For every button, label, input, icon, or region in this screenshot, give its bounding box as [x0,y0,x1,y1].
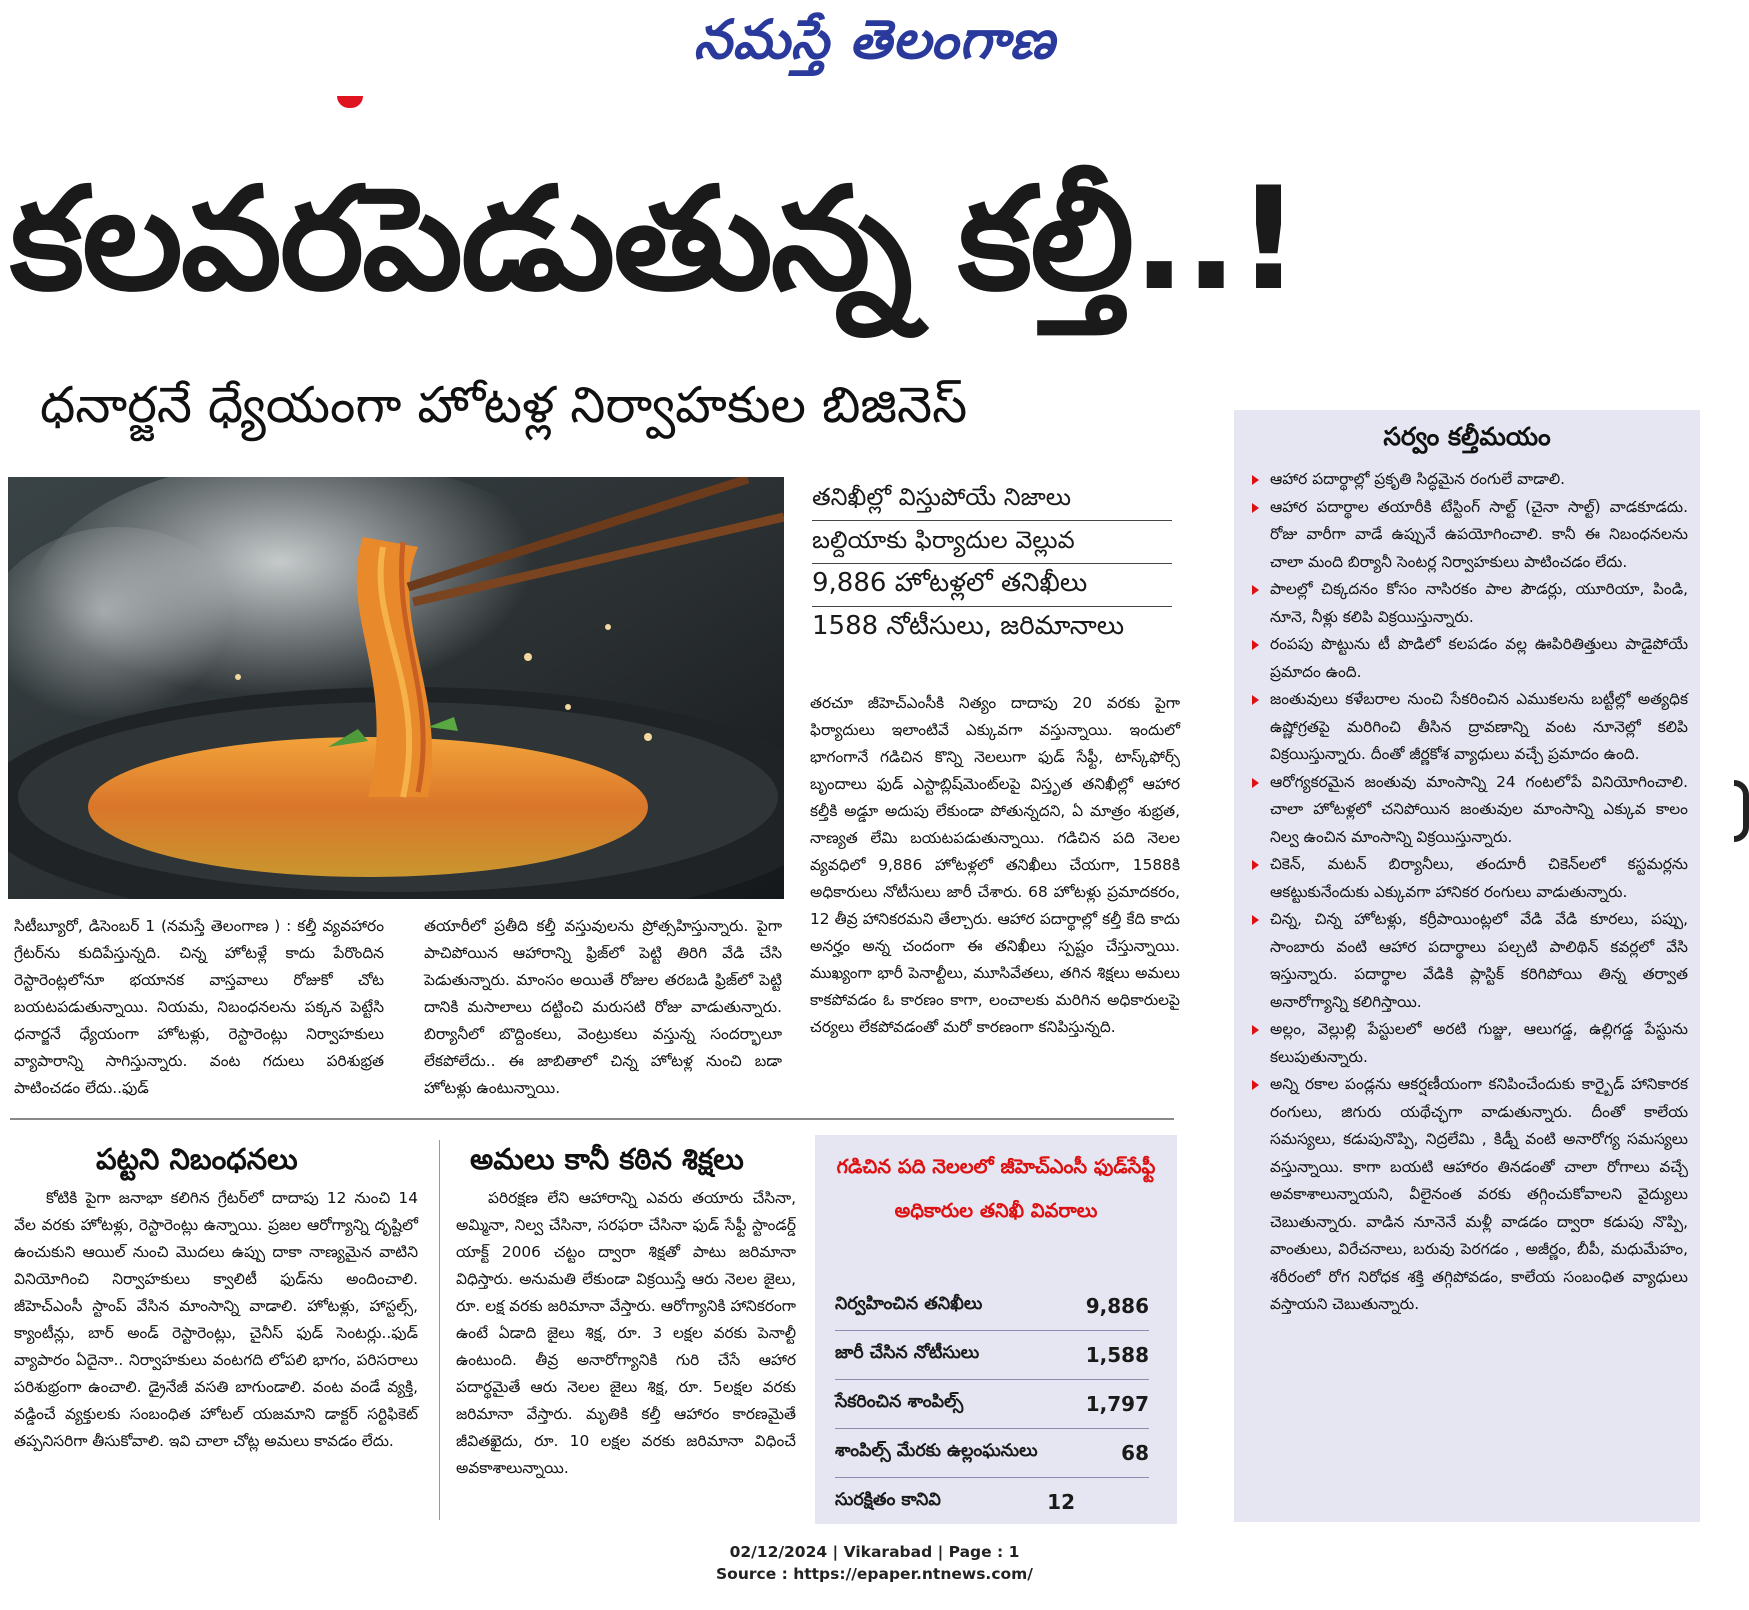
footer-date-edition: 02/12/2024 | Vikarabad | Page : 1 [729,1543,1020,1561]
article-column-1: సిటీబ్యూరో, డిసెంబర్ 1 (నమస్తే తెలంగాణ ) : కల్తీ వ్యవహారం గ్రేటర్‌ను కుదిపేస్తున్నది. చిన్న హోటళ్లే కాదు పేరొందిన రెస్టారెంట్లలోనూ భయానక వాస్తవాలు రోజుకో చోట బయటపడుతున్నాయి. నియమ, నిబంధనలను పక్కన పెట్టేసి ధనార్జనే ధ్యేయంగా హోటళ్లు, రెస్టారెంట్లు నిర్వాహకులు వ్యాపారాన్ని సాగిస్తున్నారు. వంట గదులు పరిశుభ్రత పాటించడం లేదు..ఫుడ్ [14,917,384,1097]
bullet-icon [1252,503,1259,513]
section2-heading: అమలు కానీ కఠిన శిక్షలు [470,1142,744,1176]
bullet-icon [1252,695,1259,705]
section1-text: కోటికి పైగా జనాభా కలిగిన గ్రేటర్‌లో దాదాపు 12 నుంచి 14 వేల వరకు హోటళ్లు, రెస్టారెంట్లు ఉన్నాయి. ప్రజల ఆరోగ్యాన్ని దృష్టిలో ఉంచుకుని ఆయిల్ నుంచి మొదలు ఉప్పు దాకా నాణ్యమైన వాటిని వినియోగించి నిర్వాహకులు క్వాలిటీ ఫుడ్‌ను అందించాలి. జీహెచ్‌ఎంసీ స్టాంప్ వేసిన మాంసాన్ని వాడాలి. హోటళ్లు, హాస్టల్స్, క్యాంటీన్లు, బార్ అండ్ రెస్టారెంట్లు, చైనీస్ ఫుడ్ సెంటర్లు..ఫుడ్ వ్యాపారం ఏదైనా.. నిర్వాహకులు వంటగది లోపలి భాగం, పరిసరాలు పరిశుభ్రంగా ఉంచాలి. డ్రైనేజీ వసతి బాగుండాలి. వంట వండే వ్యక్తి, వడ్డించే వ్యక్తులకు సంబంధిత హోటల్ యజమాని డాక్టర్ సర్టిఫికెట్ తప్పనిసరిగా తీసుకోవాలి. ఇవి చాలా చోట్ల అమలు కావడం లేదు. [14,1189,418,1450]
sidebar-item-text: అన్ని రకాల పండ్లను ఆకర్షణీయంగా కనిపించేందుకు కార్బైడ్ హానికారక రంగులు, జిగురు యథేచ్ఛగా వాడుతున్నారు. దీంతో కాలేయ సమస్యలు, కడుపునొప్పి, నిద్రలేమి , కిడ్నీ వంటి అనారోగ్య సమస్యలు వస్తున్నాయి. కాగా బయటి ఆహారం తినడంతో చాలా రోగాలు వచ్చే అవకాశాలున్నాయని, వీలైనంత వరకు తగ్గించుకోవాలని వైద్యులు చెబుతున్నారు. వాడిన నూనెనే మళ్లీ వాడడం ద్వారా కడుపు నొప్పి, వాంతులు, విరేచనాలు, బరువు పెరగడం , అజీర్ణం, బీపీ, మధుమేహం, శరీరంలో రోగ నిరోధక శక్తి తగ్గిపోవడం, కాలేయ సంబంధిత వ్యాధులు వస్తాయని చెబుతున్నారు. [1270,1075,1688,1313]
stats-value: 9,886 [1085,1294,1149,1318]
stats-table [835,1282,1149,1526]
highlight-item: తనిఖీల్లో విస్తుపోయే నిజాలు [812,478,1172,521]
stats-label: సేకరించిన శాంపిల్స్ [835,1392,964,1412]
highlight-item: 1588 నోటీసులు, జరిమానాలు [812,611,1125,641]
page-edge-mark [1734,780,1749,842]
noodles-wok-photo [8,477,784,899]
stats-value: 1,797 [1085,1392,1149,1416]
stats-title: గడిచిన పది నెలలలో జీహెచ్‌ఎంసీ ఫుడ్‌సేఫ్టీ అధికారుల తనిఖీ వివరాలు [836,1155,1156,1222]
sidebar-item-text: ఆహార పదార్థాల తయారీకి టేస్టింగ్ సాల్ట్ (చైనా సాల్ట్) వాడకూడదు. రోజు వారీగా వాడే ఉప్పునే ఉపయోగించాలి. కానీ ఈ నిబంధనలను చాలా మంది బిర్యానీ సెంటర్ల నిర్వాహకులు పాటించడం లేదు. [1270,497,1688,571]
sidebar-item [1248,631,1688,686]
sidebar-item-text: చిన్న, చిన్న హోటళ్లు, కర్రీపాయింట్లలో వేడి వేడి కూరలు, పప్పు, సాంబారు వంటి ఆహార పదార్థాలు పల్చటి పాలిథిన్ కవర్లలో వేసి ఇస్తున్నారు. పదార్థాల వేడికి ప్లాస్టిక్ కరిగిపోయి తిన్న తర్వాత అనారోగ్యాన్ని కలిగిస్తాయి. [1270,910,1688,1011]
sidebar-item-text: అల్లం, వెల్లుల్లి పేస్టులలో అరటి గుజ్జు, ఆలుగడ్డ, ఉల్లిగడ్డ పేస్టును కలుపుతున్నారు. [1270,1020,1688,1066]
section2-text: పరిరక్షణ లేని ఆహారాన్ని ఎవరు తయారు చేసినా, అమ్మినా, నిల్వ చేసినా, సరఫరా చేసినా ఫుడ్ సేఫ్టీ స్టాండర్డ్ యాక్ట్ 2006 చట్టం ద్వారా శిక్షతో పాటు జరిమానా విధిస్తారు. అనుమతి లేకుండా విక్రయిస్తే ఆరు నెలల జైలు, రూ. లక్ష వరకు జరిమానా వేస్తారు. ఆరోగ్యానికి హానికరంగా ఉంటే ఏడాది జైలు శిక్ష, రూ. 3 లక్షల వరకు పెనాల్టీ ఉంటుంది. తీవ్ర అనారోగ్యానికి గురి చేసే ఆహార పదార్థమైతే ఆరు నెలల జైలు శిక్ష, రూ. 5లక్షల వరకు జరిమానా వేస్తారు. మృతికి కల్తీ ఆహారం కారణమైతే జీవితఖైదు, రూ. 10 లక్షల వరకు జరిమానా విధించే అవకాశాలున్నాయి. [456,1189,796,1477]
sidebar-item-text: ఆరోగ్యకరమైన జంతువు మాంసాన్ని 24 గంటలోపే వినియోగించాలి. చాలా హోటళ్లలో చనిపోయిన జంతువుల మాంసాన్ని ఎక్కువ కాలం నిల్వ ఉంచిన మాంసాన్ని విక్రయిస్తున్నారు. [1270,772,1688,846]
stats-value: 68 [1121,1441,1149,1465]
highlights-list [812,478,1172,649]
sidebar-item [1248,769,1688,852]
footer-source-link[interactable]: Source : https://epaper.ntnews.com/ [716,1565,1033,1583]
sidebar-list [1248,466,1688,1319]
bullet-icon [1252,475,1259,485]
bullet-icon [1252,778,1259,788]
bullet-icon [1252,915,1259,925]
sidebar-item [1248,1071,1688,1319]
section1-heading: పట్టని నిబంధనలు [96,1142,298,1176]
article-column-3: తరచూ జీహెచ్‌ఎంసీకి నిత్యం దాదాపు 20 వరకు పైగా ఫిర్యాదులు ఇలాంటివే ఎక్కువగా వస్తున్నాయి. ఇందులో భాగంగానే గడిచిన కొన్ని నెలలుగా ఫుడ్ సేఫ్టీ, టాస్క్‌ఫోర్స్ బృందాలు ఫుడ్ ఎస్టాబ్లిష్‌మెంట్‌లపై విస్తృత తనిఖీల్లో ఆహార కల్తీకి అడ్డూ అదుపు లేకుండా పోతున్నదని, ఏ మాత్రం శుభ్రత, నాణ్యత లేమి బయటపడుతున్నాయి. గడిచిన పది నెలల వ్యవధిలో 9,886 హోటళ్లలో తనిఖీలు చేయగా, 1588కి అధికారులు నోటీసులు జారీ చేశారు. 68 హోటళ్లు ప్రమాదకరం, 12 తీవ్ర హానికరమని తేల్చారు. ఆహార పదార్థాల్లో కల్తీ కేది కాదు అనర్హం అన్న చందంగా ఈ తనిఖీలు స్పష్టం చేస్తున్నాయి. ముఖ్యంగా భారీ పెనాల్టీలు, మూసివేతలు, తగిన శిక్షలు అమలు కాకపోవడం ఓ కారణం కాగా, లంచాలకు మరిగిన అధికారులపై చర్యలు లేకపోవడంతో మరో కారణంగా కనిపిస్తున్నది. [810,694,1180,1036]
sidebar-title: సర్వం కల్తీమయం [1383,422,1551,451]
sidebar-item-text: పాలల్లో చిక్కదనం కోసం నాసిరకం పాల పౌడర్లు, యూరియా, పిండి, నూనె, నీళ్లు కలిపి విక్రయిస్తున్నారు. [1270,580,1688,626]
highlight-item: 9,886 హోటళ్లలో తనిఖీలు [812,564,1172,607]
sidebar-item-text: జంతువులు కళేబరాల నుంచి సేకరించిన ఎముకలను బట్టీల్లో అత్యధిక ఉష్ణోగ్రతపై మరిగించి తీసిన ద్రావణాన్ని వంట నూనెల్లో కలిపి విక్రయిస్తున్నారు. దీంతో జీర్ణకోశ వ్యాధులు వచ్చే ప్రమాదం ఉంది. [1270,690,1688,763]
sidebar-item [1248,906,1688,1016]
stats-label: జారీ చేసిన నోటీసులు [835,1343,980,1363]
red-accent-mark [337,96,363,108]
sidebar-item [1248,851,1688,906]
column-divider [439,1140,440,1520]
bullet-icon [1252,585,1259,595]
highlight-item: బల్దియాకు ఫిర్యాదుల వెల్లువ [812,521,1172,564]
sidebar-item [1248,576,1688,631]
bullet-icon [1252,1025,1259,1035]
sidebar-item-text: చికెన్, మటన్ బిర్యానీలు, తందూరీ చికెన్‌లలో కస్టమర్లను ఆకట్టుకునేందుకు ఎక్కువగా హానికర రంగులు వాడుతున్నారు. [1270,855,1688,901]
bullet-icon [1252,860,1259,870]
subheadline: ధనార్జనే ధ్యేయంగా హోటళ్ల నిర్వాహకుల బిజినెస్ [40,376,968,434]
sidebar-item [1248,1016,1688,1071]
sidebar-item-text: ఆహార పదార్థాల్లో ప్రకృతి సిద్ధమైన రంగులే వాడాలి. [1270,470,1566,488]
sidebar-item [1248,466,1688,494]
masthead-logo: నమస్తే తెలంగాణ [693,8,1056,71]
stats-label: శాంపిల్స్ మేరకు ఉల్లంఘనులు [835,1441,1038,1461]
sidebar-item-text: రంపపు పొట్టును టీ పొడిలో కలపడం వల్ల ఊపిరితిత్తులు పాడైపోయే ప్రమాదం ఉంది. [1270,635,1688,681]
stats-label: సురక్షితం కానివి [835,1490,941,1510]
sidebar-item [1248,686,1688,769]
section-divider [10,1118,1174,1120]
stats-row [835,1331,1149,1380]
stats-row [835,1380,1149,1429]
stats-row [835,1478,1075,1526]
stats-label: నిర్వహించిన తనిఖీలు [835,1294,983,1314]
stats-row [835,1429,1149,1478]
headline: కలవరపెడుతున్న కల్తీ..! [10,157,1299,322]
sidebar-box [1234,410,1700,1522]
sidebar-item [1248,494,1688,577]
stats-value: 1,588 [1085,1343,1149,1367]
article-column-2: తయారీలో ప్రతీది కల్తీ వస్తువులను ప్రోత్సహిస్తున్నారు. పైగా పాచిపోయిన ఆహారాన్ని ఫ్రిజ్‌లో పెట్టి తిరిగి వేడి చేసి పెడుతున్నారు. మాంసం అయితే రోజుల తరబడి ఫ్రిజ్‌లో పెట్టి దానికి మసాలాలు దట్టించి మరుసటి రోజు వాడుతున్నారు. బిర్యానీలో బొద్దింకలు, వెంట్రుకలు వస్తున్న సందర్భాలూ లేకపోలేదు.. ఈ జాబితాలో చిన్న హోటళ్ల నుంచి బడా హోటళ్లు ఉంటున్నాయి. [424,917,782,1097]
bullet-icon [1252,1080,1259,1090]
page-footer [0,1541,1749,1585]
bullet-icon [1252,640,1259,650]
stats-value: 12 [1047,1490,1075,1514]
stats-row [835,1282,1149,1331]
stats-box [815,1135,1177,1524]
